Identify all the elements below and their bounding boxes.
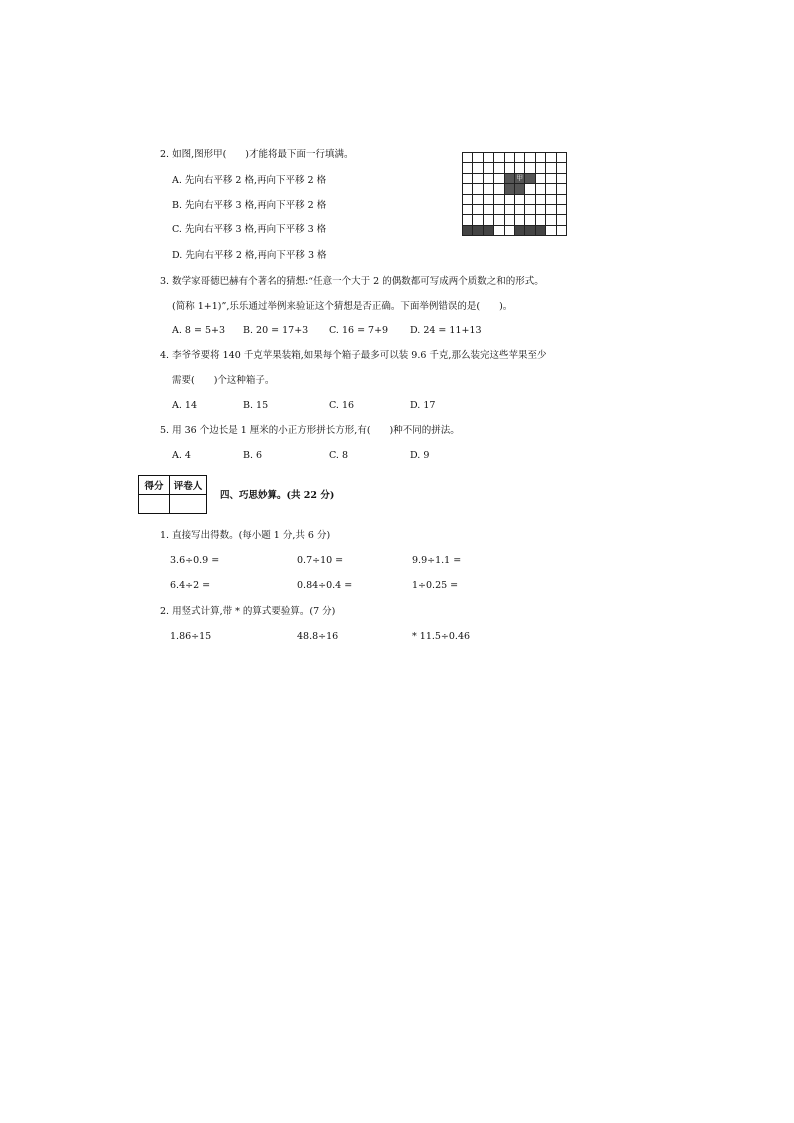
- s4-p2-item-2: 48.8÷16: [297, 631, 339, 642]
- q5-stem: 5. 用 36 个边长是 1 厘米的小正方形拼长方形,有( )种不同的拼法。: [160, 425, 460, 436]
- q2-stem: 2. 如图,图形甲( )才能将最下面一行填满。: [160, 149, 354, 160]
- score-box: [138, 475, 207, 514]
- q5-option-a: A. 4: [172, 450, 191, 461]
- q4-line2: 需要( )个这种箱子。: [172, 375, 275, 386]
- q4-option-b: B. 15: [243, 400, 269, 411]
- q2-option-a: A. 先向右平移 2 格,再向下平移 2 格: [172, 175, 327, 186]
- q3-line1: 3. 数学家哥德巴赫有个著名的猜想:“任意一个大于 2 的偶数都可写成两个质数之和的形式。: [160, 276, 544, 287]
- q3-option-b: B. 20 = 17+3: [243, 325, 309, 336]
- q4-option-d: D. 17: [410, 400, 436, 411]
- q2-option-b: B. 先向右平移 3 格,再向下平移 2 格: [172, 200, 327, 211]
- shape-jia-label: 甲: [516, 173, 524, 182]
- q3-line2: (简称 1+1)”,乐乐通过举例来验证这个猜想是否正确。下面举例错误的是( )。: [172, 301, 513, 312]
- q5-option-c: C. 8: [329, 450, 349, 461]
- s4-p2-item-3: * 11.5÷0.46: [412, 631, 471, 642]
- q2-grid-figure: [462, 152, 567, 236]
- s4-p1-item-3: 9.9÷1.1 =: [412, 555, 462, 566]
- q3-option-d: D. 24 = 11+13: [410, 325, 482, 336]
- s4-p1-item-6: 1÷0.25 =: [412, 580, 459, 591]
- q2-option-c: C. 先向右平移 3 格,再向下平移 3 格: [172, 224, 327, 235]
- s4-p1-item-1: 3.6÷0.9 =: [170, 555, 220, 566]
- s4-p1-item-5: 0.84÷0.4 =: [297, 580, 353, 591]
- q4-option-c: C. 16: [329, 400, 355, 411]
- section4-title: 四、巧思妙算。(共 22 分): [220, 490, 335, 501]
- q3-option-c: C. 16 = 7+9: [329, 325, 389, 336]
- s4-p1-item-2: 0.7÷10 =: [297, 555, 344, 566]
- q4-option-a: A. 14: [172, 400, 197, 411]
- s4-p2-stem: 2. 用竖式计算,带 * 的算式要验算。(7 分): [160, 606, 336, 617]
- grader-cell[interactable]: [170, 495, 207, 514]
- q5-option-b: B. 6: [243, 450, 263, 461]
- s4-p2-item-1: 1.86÷15: [170, 631, 212, 642]
- s4-p1-stem: 1. 直接写出得数。(每小题 1 分,共 6 分): [160, 530, 331, 541]
- grader-header: 评卷人: [170, 476, 207, 495]
- score-header: 得分: [139, 476, 170, 495]
- q4-line1: 4. 李爷爷要将 140 千克苹果装箱,如果每个箱子最多可以装 9.6 千克,那么装完这些苹果至少: [160, 350, 547, 361]
- q2-option-d: D. 先向右平移 2 格,再向下平移 3 格: [172, 250, 327, 261]
- score-cell[interactable]: [139, 495, 170, 514]
- q3-option-a: A. 8 = 5+3: [172, 325, 225, 336]
- q5-option-d: D. 9: [410, 450, 430, 461]
- s4-p1-item-4: 6.4÷2 =: [170, 580, 211, 591]
